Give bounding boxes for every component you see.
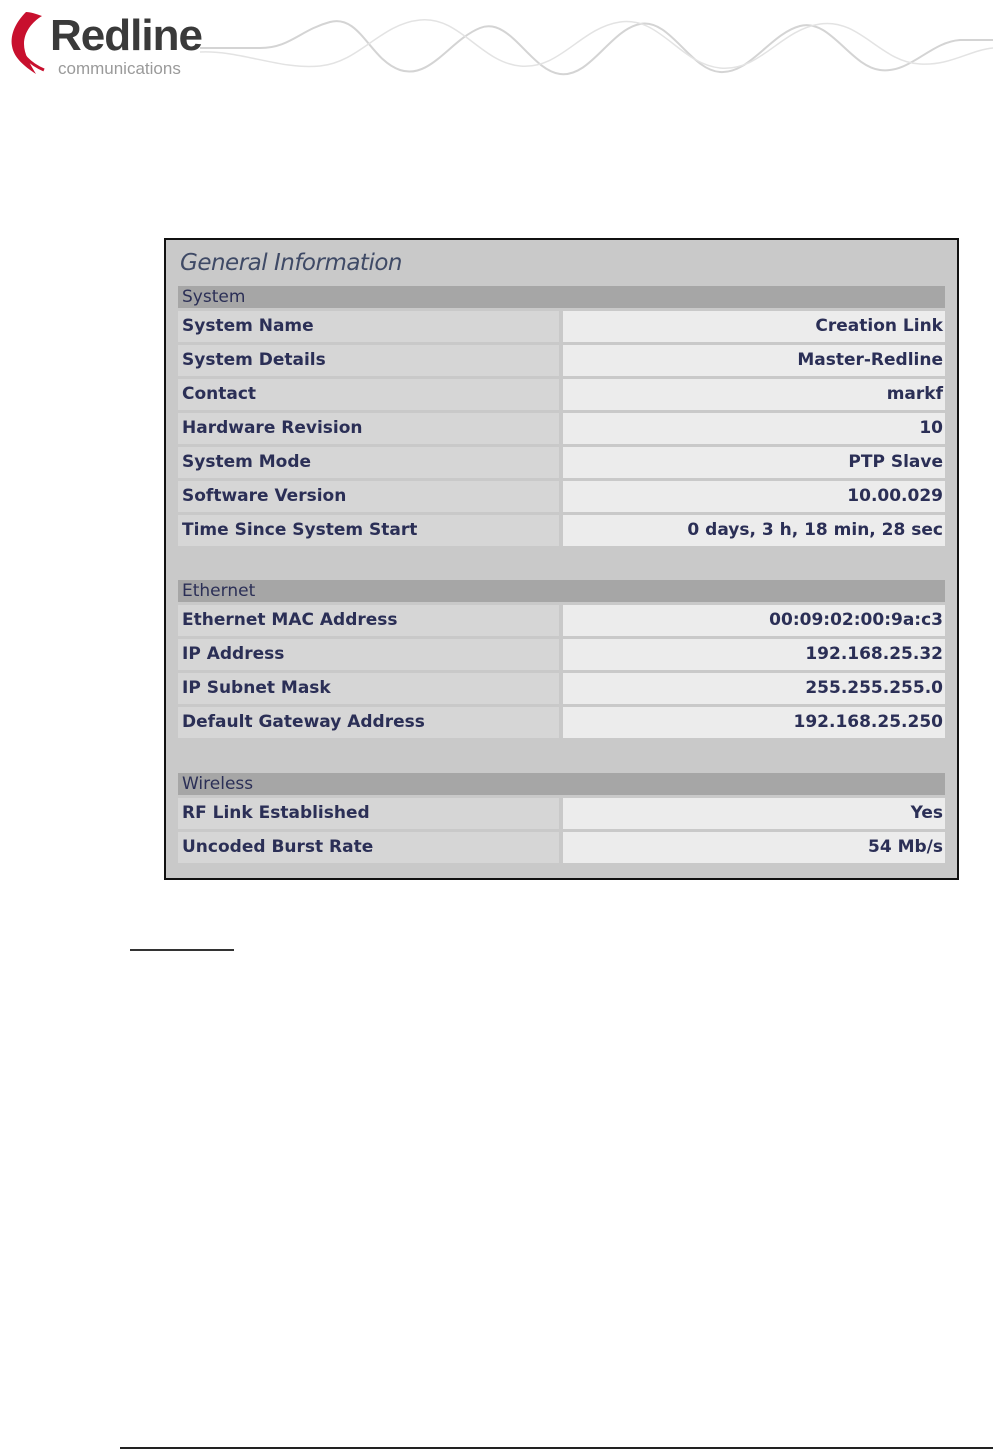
row-label: Software Version	[178, 481, 559, 512]
row-value: 10	[563, 413, 945, 444]
row-label: Ethernet MAC Address	[178, 605, 559, 636]
row-label: System Details	[178, 345, 559, 376]
row-label: Time Since System Start	[178, 515, 559, 546]
table-row	[178, 413, 945, 444]
section-ethernet	[178, 580, 945, 741]
section-header-wireless: Wireless	[178, 773, 945, 795]
row-label: Contact	[178, 379, 559, 410]
row-value: 00:09:02:00:9a:c3	[563, 605, 945, 636]
section-wireless	[178, 773, 945, 866]
table-row	[178, 605, 945, 636]
general-information-panel	[164, 238, 959, 880]
row-value: Creation Link	[563, 311, 945, 342]
row-label: Default Gateway Address	[178, 707, 559, 738]
row-value: markf	[563, 379, 945, 410]
row-value: PTP Slave	[563, 447, 945, 478]
row-value: 54 Mb/s	[563, 832, 945, 863]
table-row	[178, 673, 945, 704]
table-row	[178, 515, 945, 546]
row-label: Hardware Revision	[178, 413, 559, 444]
redline-logo	[6, 8, 226, 80]
table-row	[178, 798, 945, 829]
table-row	[178, 379, 945, 410]
logo-subtitle: communications	[58, 59, 181, 78]
section-system	[178, 286, 945, 549]
redline-logo-mark-icon	[6, 8, 50, 80]
row-label: IP Subnet Mask	[178, 673, 559, 704]
row-value: Master-Redline	[563, 345, 945, 376]
row-label: System Name	[178, 311, 559, 342]
row-value: 192.168.25.32	[563, 639, 945, 670]
row-label: RF Link Established	[178, 798, 559, 829]
row-label: Uncoded Burst Rate	[178, 832, 559, 863]
section-header-ethernet: Ethernet	[178, 580, 945, 602]
panel-title: General Information	[180, 250, 402, 276]
row-value: 0 days, 3 h, 18 min, 28 sec	[563, 515, 945, 546]
row-label: System Mode	[178, 447, 559, 478]
row-label: IP Address	[178, 639, 559, 670]
row-value: 10.00.029	[563, 481, 945, 512]
table-row	[178, 707, 945, 738]
row-value: Yes	[563, 798, 945, 829]
table-row	[178, 481, 945, 512]
row-value: 255.255.255.0	[563, 673, 945, 704]
row-value: 192.168.25.250	[563, 707, 945, 738]
logo-name: Redline	[50, 11, 202, 60]
short-divider	[130, 949, 234, 951]
footer-divider	[120, 1447, 993, 1449]
table-row	[178, 832, 945, 863]
table-row	[178, 311, 945, 342]
table-row	[178, 639, 945, 670]
section-header-system: System	[178, 286, 945, 308]
table-row	[178, 447, 945, 478]
table-row	[178, 345, 945, 376]
header-wave-decoration	[200, 0, 993, 95]
